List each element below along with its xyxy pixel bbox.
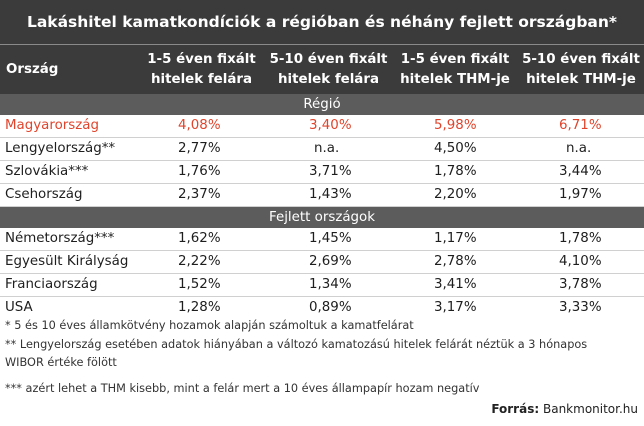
table-row xyxy=(0,184,644,207)
section-header-region: Régió xyxy=(0,94,644,115)
footnote-2-continued: WIBOR értéke fölött xyxy=(5,356,117,369)
country-cell: Franciaország xyxy=(5,277,98,292)
value-cell: 1,43% xyxy=(309,187,352,202)
source-credit xyxy=(491,402,638,416)
column-header-line: hitelek felára xyxy=(277,71,379,87)
value-cell: 3,41% xyxy=(434,277,477,292)
value-cell: 1,78% xyxy=(434,164,477,179)
value-cell: 1,17% xyxy=(434,231,477,246)
value-cell: 1,45% xyxy=(309,231,352,246)
value-cell: 2,69% xyxy=(309,254,352,269)
column-header-fixed-1-5-spread xyxy=(138,45,265,94)
value-cell: 4,50% xyxy=(434,141,477,156)
value-cell: 2,20% xyxy=(434,187,477,202)
column-header-line: 1-5 éven fixált xyxy=(400,51,510,67)
value-cell: 3,40% xyxy=(309,118,352,133)
table-row xyxy=(0,115,644,138)
country-cell: Németország*** xyxy=(5,231,115,246)
value-cell: 5,98% xyxy=(434,118,477,133)
value-cell: 2,78% xyxy=(434,254,477,269)
value-cell: 1,97% xyxy=(559,187,602,202)
column-header-fixed-5-10-spread xyxy=(265,45,392,94)
country-cell: USA xyxy=(5,300,33,315)
value-cell: 6,71% xyxy=(559,118,602,133)
column-header-line: hitelek THM-je xyxy=(400,71,510,87)
value-cell: 2,77% xyxy=(178,141,221,156)
column-header-country xyxy=(0,45,138,94)
source-label: Forrás: xyxy=(491,402,540,416)
value-cell: 1,34% xyxy=(309,277,352,292)
table-row xyxy=(0,251,644,274)
column-header-line: hitelek felára xyxy=(150,71,253,87)
value-cell: 3,17% xyxy=(434,300,477,315)
value-cell: 2,22% xyxy=(178,254,221,269)
column-header-line: 5-10 éven fixált xyxy=(269,51,388,67)
table-row xyxy=(0,161,644,184)
value-cell: 1,78% xyxy=(559,231,602,246)
value-cell: 1,52% xyxy=(178,277,221,292)
value-cell: 2,37% xyxy=(178,187,221,202)
column-header-label: Ország xyxy=(6,61,59,77)
section-header-developed-countries: Fejlett országok xyxy=(0,207,644,228)
page-title: Lakáshitel kamatkondíciók a régióban és néhány fejlett országban* xyxy=(0,0,644,44)
table-header xyxy=(0,44,644,94)
footnote-1: * 5 és 10 éves államkötvény hozamok alapján számoltuk a kamatfelárat xyxy=(5,319,414,332)
table-row xyxy=(0,274,644,297)
country-cell: Szlovákia*** xyxy=(5,164,89,179)
value-cell: 3,33% xyxy=(559,300,602,315)
value-cell: 3,44% xyxy=(559,164,602,179)
country-cell: Lengyelország** xyxy=(5,141,116,156)
value-cell: n.a. xyxy=(314,141,340,156)
value-cell: 3,78% xyxy=(559,277,602,292)
value-cell: 1,28% xyxy=(178,300,221,315)
table-row xyxy=(0,228,644,251)
value-cell: 0,89% xyxy=(309,300,352,315)
table-row xyxy=(0,138,644,161)
value-cell: 4,08% xyxy=(178,118,221,133)
value-cell: n.a. xyxy=(566,141,592,156)
value-cell: 1,76% xyxy=(178,164,221,179)
country-cell: Magyarország xyxy=(5,118,100,133)
country-cell: Csehország xyxy=(5,187,83,202)
column-header-line: 1-5 éven fixált xyxy=(147,51,256,67)
footnote-3: *** azért lehet a THM kisebb, mint a felár mert a 10 éves állampapír hozam negatív xyxy=(5,382,480,395)
column-header-line: hitelek THM-je xyxy=(526,71,636,87)
country-cell: Egyesült Királyság xyxy=(5,254,129,269)
column-header-fixed-5-10-apr xyxy=(518,45,644,94)
value-cell: 3,71% xyxy=(309,164,352,179)
column-header-fixed-1-5-apr xyxy=(392,45,518,94)
value-cell: 4,10% xyxy=(559,254,602,269)
footnote-2: ** Lengyelország esetében adatok hiányában a változó kamatozású hitelek felárát néztük a 3 hónapos xyxy=(5,338,588,351)
column-header-line: 5-10 éven fixált xyxy=(522,51,640,67)
value-cell: 1,62% xyxy=(178,231,221,246)
source-value: Bankmonitor.hu xyxy=(542,402,638,416)
